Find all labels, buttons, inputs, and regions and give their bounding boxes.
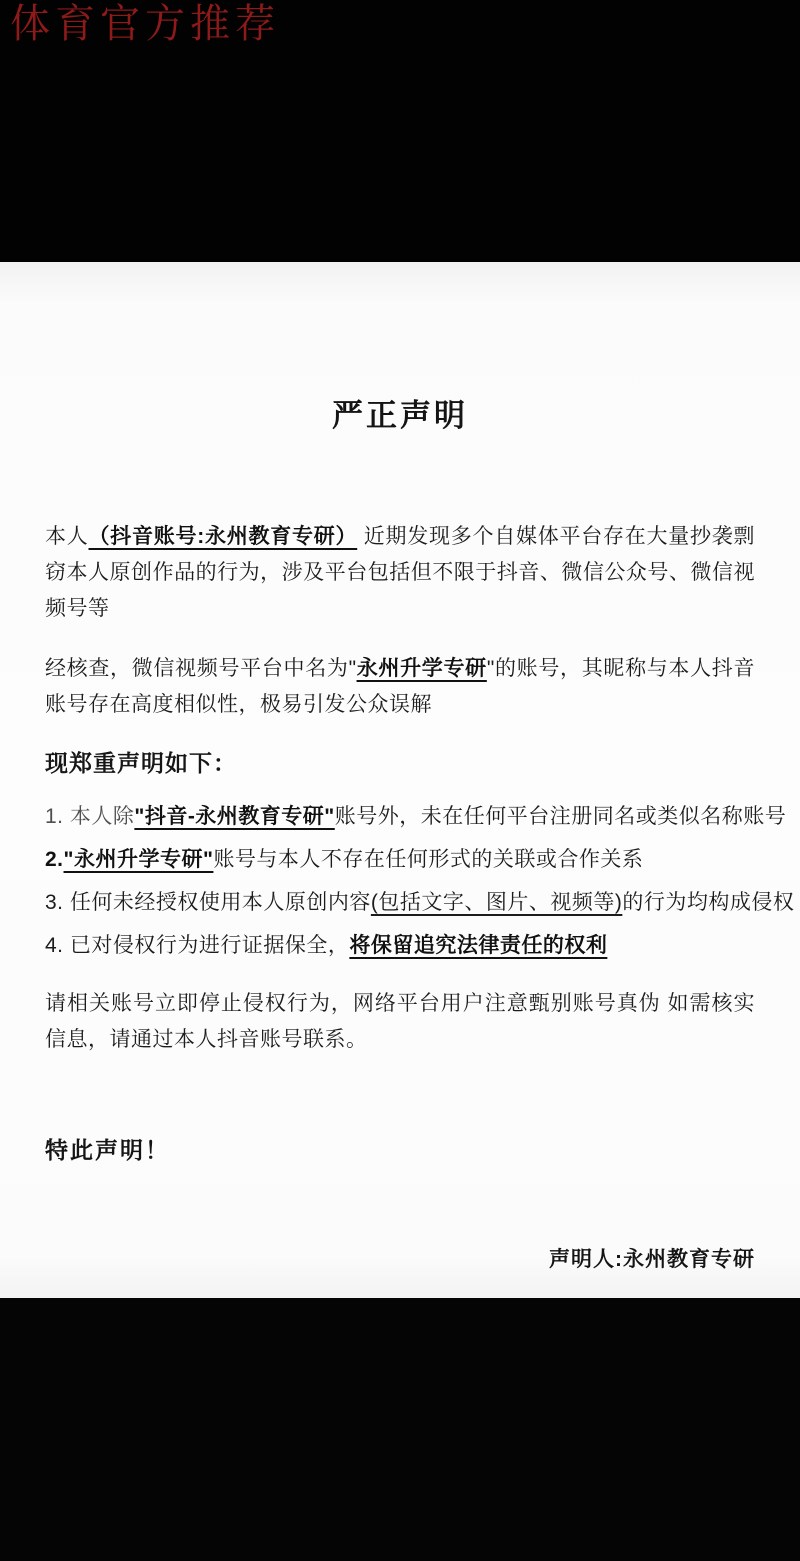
- bottom-black-band: [0, 1298, 800, 1561]
- paragraph-intro-rest: 近期发现多个自媒体平台存在大量抄袭剽窃本人原创作品的行为，涉及平台包括但不限于抖音、微信公众号、微信视频号等: [45, 525, 756, 620]
- item-4-legal-rights: 将保留追究法律责任的权利: [349, 934, 608, 957]
- document-title: 严正声明: [332, 398, 468, 433]
- declaration-item-1: [45, 804, 787, 830]
- item-2-rest: 账号与本人不存在任何形式的关联或合作关系: [213, 848, 644, 871]
- hereby-statement: 特此声明！: [45, 1137, 170, 1163]
- item-1-lead: 1. 本人除: [45, 805, 135, 828]
- declaration-item-2: [45, 847, 755, 873]
- douyin-account-name: （抖音账号:永州教育专研）: [88, 525, 358, 548]
- item-1-account-name: "抖音-永州教育专研": [134, 805, 335, 828]
- paragraph-intro: [45, 519, 755, 627]
- watermark-text: 体育官方推荐: [10, 1, 280, 46]
- paragraph-intro-text: 本人: [45, 525, 89, 548]
- declaration-item-3: [45, 890, 795, 916]
- item-3-rest: 的行为均构成侵权: [622, 891, 795, 914]
- item-2-lead: 2.: [45, 848, 64, 871]
- declaration-item-4: [45, 933, 755, 959]
- paragraph-verification-text: 经核查，微信视频号平台中名为": [45, 657, 357, 680]
- top-black-band: [0, 0, 800, 262]
- item-4-lead: 4. 已对侵权行为进行证据保全，: [45, 934, 350, 957]
- declaration-list: [45, 804, 795, 959]
- closing-paragraph: 请相关账号立即停止侵权行为，网络平台用户注意甄别账号真伪 如需核实信息，请通过本人抖音账号联系。: [45, 992, 755, 1051]
- paragraph-verification: [45, 651, 755, 723]
- declaration-heading: 现郑重声明如下：: [45, 750, 237, 776]
- imitator-account-name: 永州升学专研: [356, 657, 487, 680]
- item-3-content-scope: (包括文字、图片、视频等): [370, 891, 623, 914]
- item-2-account-name: "永州升学专研": [63, 848, 214, 871]
- paragraph-verification-rest: "的账号，其昵称与本人抖音账号存在高度相似性，极易引发公众误解: [45, 657, 755, 716]
- signer-line: 声明人:永州教育专研: [549, 1248, 755, 1271]
- statement-document: [0, 262, 800, 1298]
- item-1-rest: 账号外，未在任何平台注册同名或类似名称账号: [334, 805, 787, 828]
- item-3-lead: 3. 任何未经授权使用本人原创内容: [45, 891, 371, 914]
